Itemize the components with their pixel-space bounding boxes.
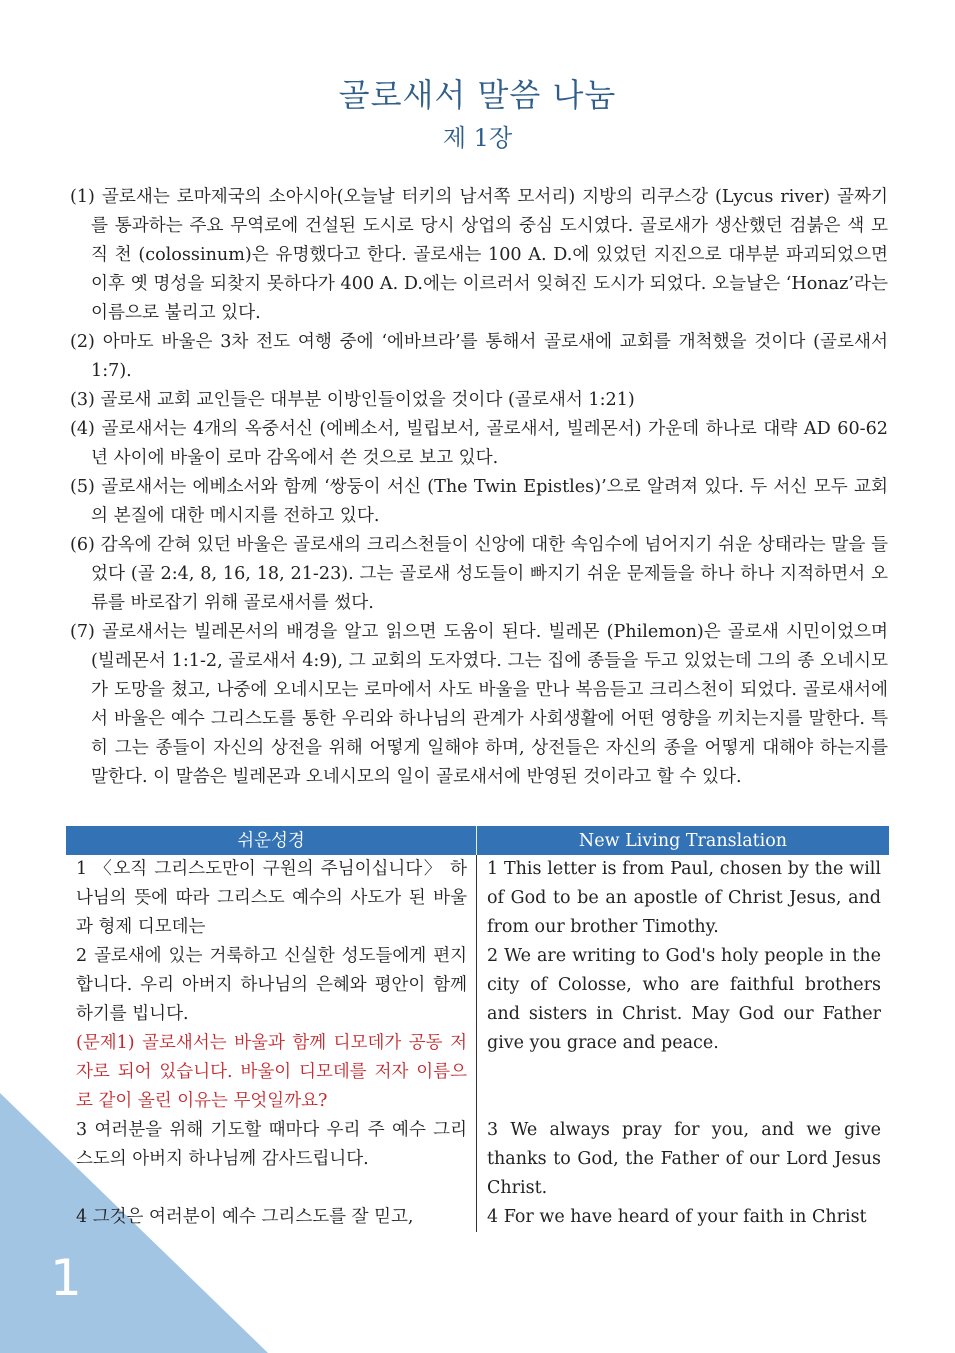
korean-verse: 4 그것은 여러분이 예수 그리스도를 잘 믿고,	[76, 1207, 414, 1227]
table-header	[66, 826, 889, 855]
page-number: 1	[50, 1249, 82, 1307]
korean-verse: 2 골로새에 있는 거룩하고 신실한 성도들에게 편지합니다. 우리 아버지 하나님의 은혜와 평안이 함께하기를 빕니다.	[76, 946, 467, 1024]
korean-verse-cell	[66, 855, 477, 1116]
verse-comparison-table	[66, 826, 889, 1232]
note-item: (2) 아마도 바울은 3차 전도 여행 중에 ‘에바브라’를 통해서 골로새에 교회를 개척했을 것이다 (골로새서 1:7).	[70, 332, 888, 381]
korean-verse-cell	[66, 1116, 477, 1203]
korean-verse-cell	[66, 1203, 477, 1232]
english-verse: 2 We are writing to God's holy people in the city of Colosse, who are faithful brothers and sisters in Christ. May God our Father give you grace and peace.	[487, 946, 881, 1053]
table-row	[66, 1203, 889, 1232]
english-verse-cell	[477, 1203, 889, 1232]
english-column-header: New Living Translation	[578, 831, 788, 851]
note-item: (6) 감옥에 갇혀 있던 바울은 골로새의 크리스천들이 신앙에 대한 속임수에 넘어지기 쉬운 상태라는 말을 들었다 (골 2:4, 8, 16, 18, 21-23). 그는 골로새 성도들이 빠지기 쉬운 문제들을 하나 하나 지적하면서 오류를 바로잡기 위해 골로새서를 썼다.	[70, 535, 888, 613]
note-item: (1) 골로새는 로마제국의 소아시아(오늘날 터키의 남서쪽 모서리) 지방의 리쿠스강 (Lycus river) 골짜기를 통과하는 주요 무역로에 건설된 도시로 당시 상업의 중심 도시였다. 골로새가 생산했던 검붉은 색 모직 천 (colossinum)은 유명했다고 한다. 골로새는 100 A. D.에 있었던 지진으로 대부분 파괴되었으면 이후 옛 명성을 되찾지 못하다가 400 A. D.에는 이르러서 잊혀진 도시가 되었다. 오늘날은 ‘Honaz’라는 이름으로 불리고 있다.	[70, 187, 888, 323]
note-item: (3) 골로새 교회 교인들은 대부분 이방인들이었을 것이다 (골로새서 1:21)	[70, 390, 635, 410]
english-verse: 3 We always pray for you, and we give thanks to God, the Father of our Lord Jesus Christ.	[487, 1120, 881, 1198]
table-row	[66, 1116, 889, 1203]
english-verse-cell	[477, 1116, 889, 1203]
korean-column-header: 쉬운성경	[66, 826, 477, 855]
korean-verse: 1 〈오직 그리스도만이 구원의 주님이십니다〉 하나님의 뜻에 따라 그리스도 예수의 사도가 된 바울과 형제 디모데는	[76, 859, 467, 937]
english-verse: 1 This letter is from Paul, chosen by the will of God to be an apostle of Christ Jesus, and from our brother Timothy.	[487, 859, 881, 937]
english-verse: 4 For we have heard of your faith in Christ	[487, 1207, 867, 1227]
note-item: (4) 골로새서는 4개의 옥중서신 (에베소서, 빌립보서, 골로새서, 빌레몬서) 가운데 하나로 대략 AD 60-62년 사이에 바울이 로마 감옥에서 쓴 것으로 보고 있다.	[70, 419, 888, 468]
page-title: 골로새서 말씀 나눔	[338, 76, 617, 114]
note-item: (5) 골로새서는 에베소서와 함께 ‘쌍둥이 서신 (The Twin Epistles)’으로 알려져 있다. 두 서신 모두 교회의 본질에 대한 메시지를 전하고 있다.	[70, 477, 888, 526]
english-verse-cell	[477, 855, 889, 1116]
table-row	[66, 855, 889, 1116]
discussion-question: (문제1) 골로새서는 바울과 함께 디모데가 공동 저자로 되어 있습니다. 바울이 디모데를 저자 이름으로 같이 올린 이유는 무엇일까요?	[76, 1033, 467, 1111]
korean-verse: 3 여러분을 위해 기도할 때마다 우리 주 예수 그리스도의 아버지 하나님께 감사드립니다.	[76, 1120, 467, 1169]
chapter-subtitle: 제 1장	[442, 124, 513, 152]
background-notes	[70, 183, 888, 792]
note-item: (7) 골로새서는 빌레몬서의 배경을 알고 읽으면 도움이 된다. 빌레몬 (Philemon)은 골로새 시민이었으며 (빌레몬서 1:1-2, 골로새서 4:9), 그 교회의 도자였다. 그는 집에 종들을 두고 있었는데 그의 종 오네시모가 도망을 쳤고, 나중에 오네시모는 로마에서 사도 바울을 만나 복음듣고 크리스천이 되었다. 골로새서에서 바울은 예수 그리스도를 통한 우리와 하나님의 관계가 사회생활에 어떤 영향을 끼치는지를 말한다. 특히 그는 종들이 자신의 상전을 위해 어떻게 일해야 하며, 상전들은 자신의 종을 어떻게 대해야 하는지를 말한다. 이 말씀은 빌레몬과 오네시모의 일이 골로새서에 반영된 것이라고 할 수 있다.	[70, 622, 888, 787]
